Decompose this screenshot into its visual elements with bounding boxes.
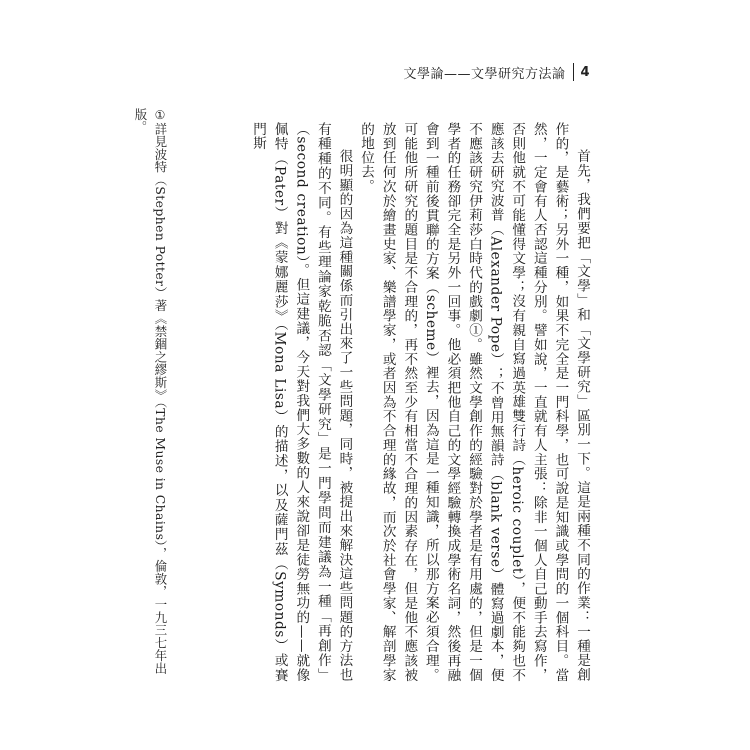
footnote-text: 詳見波特（Stephen Potter）著《禁錮之繆斯》（The Muse in Chains），倫敦，一九三七年出版。 bbox=[133, 108, 168, 675]
footnote-mark: ① bbox=[153, 108, 167, 123]
body-text bbox=[186, 122, 592, 682]
paragraph-2: 很明顯的因為這種關係而引出來了一些問題，同時，被提出來解決這些問題的方法也有種種的不同。有些理論家乾脆否認「文學研究」是一門學問而建議為一種「再創作」（second creation）。但這建議，今天對我們大多數的人來說卻是徒勞無功的——就像佩特（Pater）對《蒙娜麗莎》（Mona Lisa）的描述，以及薩門茲（Symonds）或賽門斯 bbox=[250, 122, 353, 682]
footnote bbox=[133, 108, 170, 688]
page-number: 4 bbox=[580, 64, 590, 80]
paragraph-1: 首先，我們要把「文學」和「文學研究」區別一下。這是兩種不同的作業：一種是創作的，是藝術；另外一種，如果不完全是一門科學，也可說是知識或學問的一個科目。當然，一定會有人否認這種分別。譬如說，一直就有人主張：除非一個人自己動手去寫作，否則他就不可能懂得文學；沒有親自寫過英雄雙行詩（heroic couplet），便不能夠也不應該去研究波普（Alexander Pope）；不曾用無韻詩（blank verse）體寫過劇本，便不應該研究伊莉莎白時代的戲劇①。雖然文學創作的經驗對於學者是有用處的，但是一個學者的任務卻完全是另外一回事。他必須把他自己的文學經驗轉換成學術名詞，然後再融會到一種前後貫聯的方案（scheme）裡去，因為這是一種知識，所以那方案必須合理。可能他所研究的題目是不合理的，再不然至少有相當不合理的因素存在，但是他不應該被放到任何次於繪畫史家、樂譜學家，或者因為不合理的緣故，而次於社會學家、解剖學家的地位去。 bbox=[358, 122, 590, 682]
header-separator bbox=[573, 63, 574, 81]
running-header bbox=[403, 60, 590, 84]
running-header-title: 文學論——文學研究方法論 bbox=[403, 66, 566, 82]
